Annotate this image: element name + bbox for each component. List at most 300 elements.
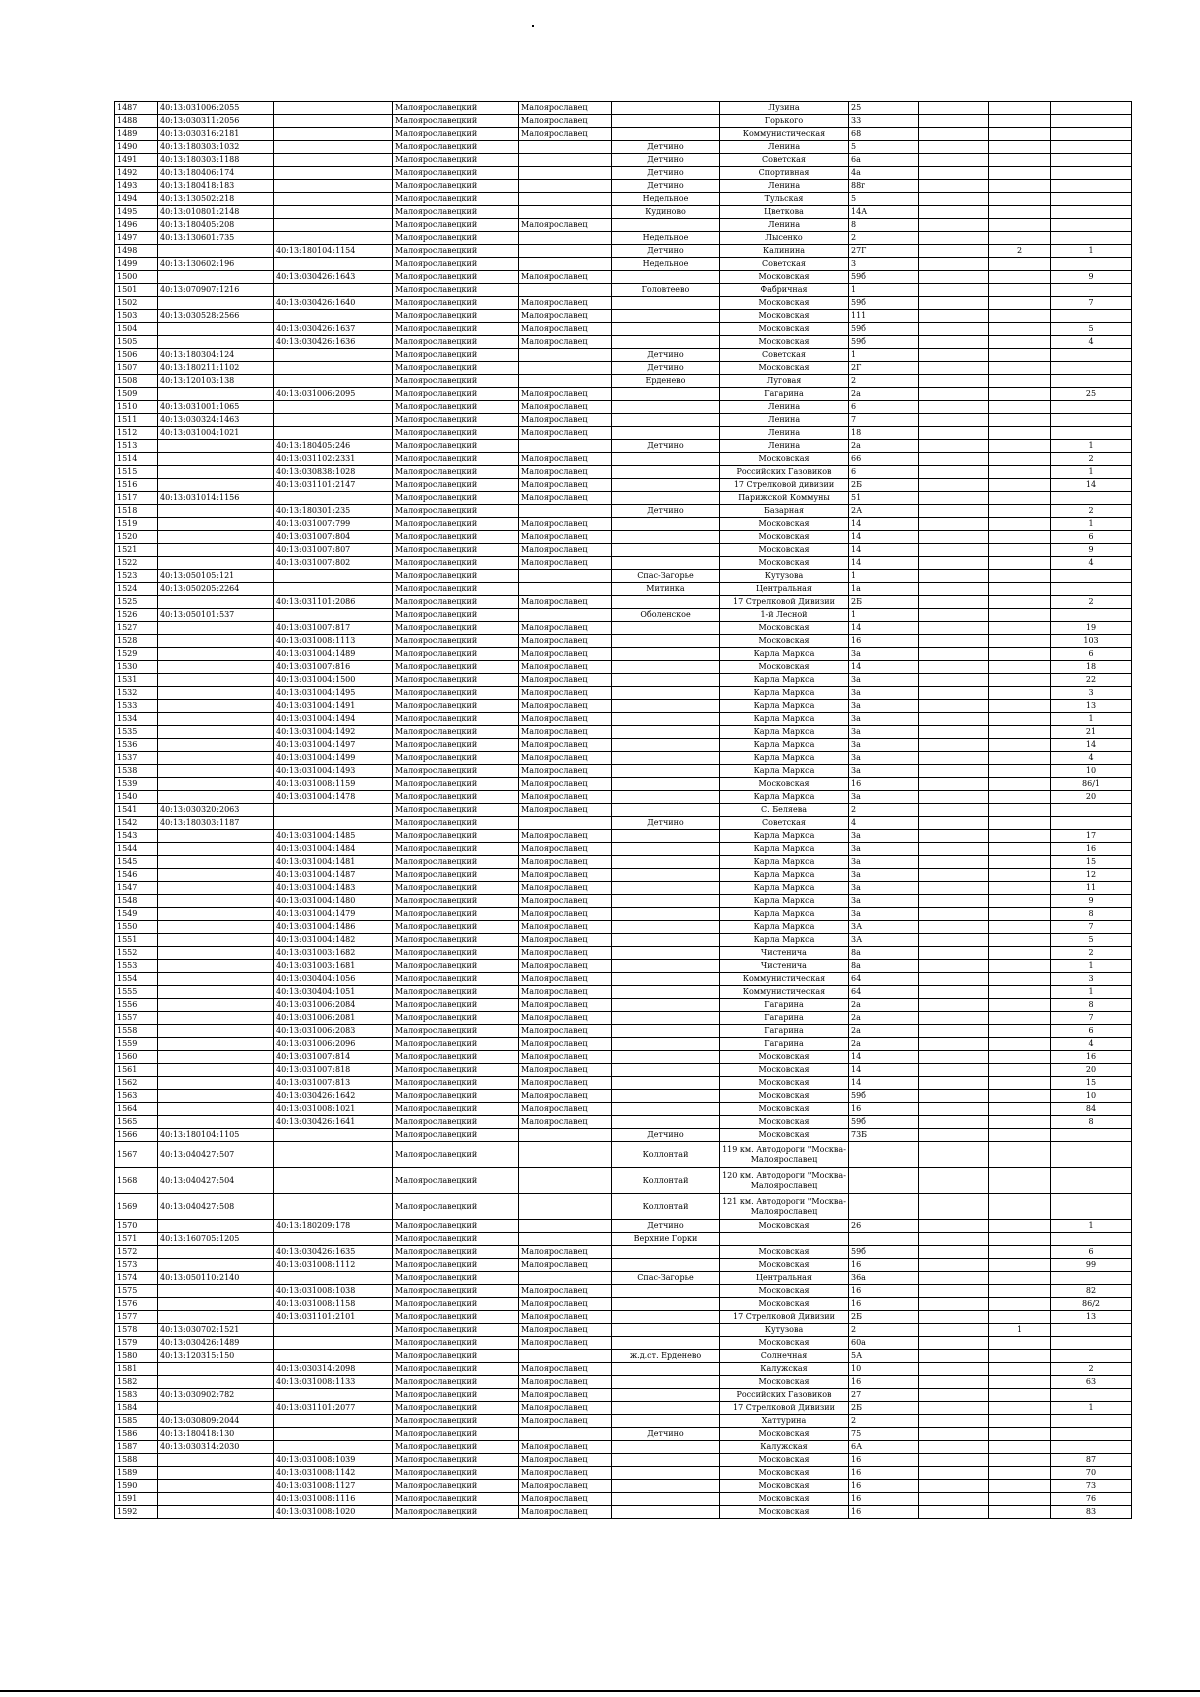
district-cell: Малоярославецкий [393,128,519,141]
district-cell: Малоярославецкий [393,388,519,401]
row-number-cell: 1571 [115,1233,158,1246]
settlement-cell: Детчино [612,141,720,154]
house-number-cell: 2 [849,1415,919,1428]
cadastral-number-2-cell [274,310,393,323]
corpus-cell [989,648,1051,661]
apartment-cell: 20 [1051,791,1132,804]
settlement-cell [612,115,720,128]
cadastral-number-cell: 40:13:030324:1463 [158,414,274,427]
building-cell [919,1467,989,1480]
cadastral-number-cell [158,596,274,609]
building-cell [919,128,989,141]
table-row [115,1090,1132,1103]
corpus-cell [989,882,1051,895]
building-cell [919,830,989,843]
cadastral-number-cell: 40:13:050110:2140 [158,1272,274,1285]
cadastral-number-cell: 40:13:031004:1021 [158,427,274,440]
cadastral-number-cell [158,544,274,557]
cadastral-number-2-cell [274,1337,393,1350]
building-cell [919,1194,989,1220]
settlement-cell: Детчино [612,1220,720,1233]
street-cell: Московская [720,362,849,375]
street-cell: Московская [720,453,849,466]
settlement-cell [612,1493,720,1506]
cadastral-number-2-cell [274,401,393,414]
row-number-cell: 1531 [115,674,158,687]
street-cell: Цветкова [720,206,849,219]
settlement-cell [612,1402,720,1415]
apartment-cell: 13 [1051,1311,1132,1324]
district-cell: Малоярославецкий [393,1194,519,1220]
table-row [115,752,1132,765]
row-number-cell: 1508 [115,375,158,388]
city-cell: Малоярославец [519,791,612,804]
city-cell: Малоярославец [519,1064,612,1077]
corpus-cell [989,1025,1051,1038]
apartment-cell: 6 [1051,1025,1132,1038]
house-number-cell: 16 [849,1454,919,1467]
settlement-cell [612,869,720,882]
settlement-cell [612,843,720,856]
street-cell: Московская [720,336,849,349]
city-cell [519,1350,612,1363]
house-number-cell [849,1168,919,1194]
settlement-cell [612,219,720,232]
house-number-cell: 8а [849,960,919,973]
city-cell [519,583,612,596]
settlement-cell [612,791,720,804]
settlement-cell [612,531,720,544]
district-cell: Малоярославецкий [393,414,519,427]
row-number-cell: 1558 [115,1025,158,1038]
row-number-cell: 1543 [115,830,158,843]
house-number-cell: 3а [849,895,919,908]
cadastral-number-2-cell: 40:13:031007:816 [274,661,393,674]
table-row [115,349,1132,362]
house-number-cell: 14 [849,518,919,531]
cadastral-number-2-cell [274,141,393,154]
city-cell: Малоярославец [519,531,612,544]
street-cell: Ленина [720,440,849,453]
district-cell: Малоярославецкий [393,1064,519,1077]
cadastral-number-cell: 40:13:180406:174 [158,167,274,180]
apartment-cell: 1 [1051,245,1132,258]
building-cell [919,1246,989,1259]
house-number-cell: 16 [849,1506,919,1519]
settlement-cell [612,908,720,921]
street-cell: Московская [720,778,849,791]
house-number-cell [849,1142,919,1168]
corpus-cell [989,908,1051,921]
cadastral-number-2-cell [274,206,393,219]
row-number-cell: 1523 [115,570,158,583]
building-cell [919,609,989,622]
cadastral-number-cell [158,1467,274,1480]
table-row [115,661,1132,674]
street-cell: Чистенича [720,960,849,973]
district-cell: Малоярославецкий [393,596,519,609]
row-number-cell: 1576 [115,1298,158,1311]
settlement-cell [612,1337,720,1350]
corpus-cell [989,635,1051,648]
city-cell [519,609,612,622]
corpus-cell [989,830,1051,843]
cadastral-number-cell: 40:13:180303:1188 [158,154,274,167]
cadastral-number-2-cell: 40:13:030426:1642 [274,1090,393,1103]
table-row [115,934,1132,947]
settlement-cell [612,271,720,284]
cadastral-number-cell [158,518,274,531]
corpus-cell [989,518,1051,531]
table-row [115,765,1132,778]
row-number-cell: 1490 [115,141,158,154]
apartment-cell: 1 [1051,1402,1132,1415]
building-cell [919,921,989,934]
apartment-cell: 1 [1051,1220,1132,1233]
building-cell [919,1441,989,1454]
house-number-cell: 16 [849,635,919,648]
corpus-cell [989,258,1051,271]
cadastral-number-cell: 40:13:030809:2044 [158,1415,274,1428]
building-cell [919,791,989,804]
settlement-cell [612,466,720,479]
cadastral-number-2-cell: 40:13:030426:1635 [274,1246,393,1259]
city-cell [519,1428,612,1441]
table-row [115,843,1132,856]
house-number-cell: 3А [849,921,919,934]
building-cell [919,1402,989,1415]
city-cell: Малоярославец [519,479,612,492]
settlement-cell [612,1441,720,1454]
district-cell: Малоярославецкий [393,206,519,219]
cadastral-number-2-cell: 40:13:030404:1056 [274,973,393,986]
table-row [115,518,1132,531]
cadastral-number-2-cell: 40:13:031004:1478 [274,791,393,804]
apartment-cell [1051,1441,1132,1454]
cadastral-number-cell: 40:13:160705:1205 [158,1233,274,1246]
building-cell [919,765,989,778]
cadastral-number-2-cell [274,427,393,440]
district-cell: Малоярославецкий [393,1337,519,1350]
city-cell: Малоярославец [519,1454,612,1467]
corpus-cell [989,193,1051,206]
registry-table [114,101,1132,1519]
cadastral-number-2-cell [274,375,393,388]
corpus-cell [989,336,1051,349]
house-number-cell: 2А [849,505,919,518]
table-row [115,1038,1132,1051]
district-cell: Малоярославецкий [393,427,519,440]
settlement-cell [612,1467,720,1480]
row-number-cell: 1509 [115,388,158,401]
cadastral-number-cell [158,687,274,700]
cadastral-number-cell: 40:13:180303:1032 [158,141,274,154]
district-cell: Малоярославецкий [393,518,519,531]
cadastral-number-2-cell [274,1129,393,1142]
cadastral-number-cell [158,791,274,804]
cadastral-number-2-cell: 40:13:031007:804 [274,531,393,544]
settlement-cell [612,1025,720,1038]
cadastral-number-2-cell: 40:13:031008:1127 [274,1480,393,1493]
table-row [115,1376,1132,1389]
city-cell [519,1142,612,1168]
apartment-cell [1051,1129,1132,1142]
settlement-cell [612,739,720,752]
building-cell [919,1493,989,1506]
cadastral-number-2-cell: 40:13:031004:1494 [274,713,393,726]
table-row [115,778,1132,791]
corpus-cell [989,1298,1051,1311]
cadastral-number-2-cell [274,1324,393,1337]
apartment-cell [1051,1324,1132,1337]
apartment-cell: 16 [1051,843,1132,856]
corpus-cell [989,570,1051,583]
house-number-cell: 2 [849,804,919,817]
apartment-cell: 2 [1051,596,1132,609]
table-row [115,1168,1132,1194]
row-number-cell: 1554 [115,973,158,986]
district-cell: Малоярославецкий [393,674,519,687]
cadastral-number-2-cell: 40:13:180405:246 [274,440,393,453]
row-number-cell: 1498 [115,245,158,258]
city-cell: Малоярославец [519,492,612,505]
street-cell: Карла Маркса [720,648,849,661]
apartment-cell: 82 [1051,1285,1132,1298]
row-number-cell: 1559 [115,1038,158,1051]
house-number-cell: 2а [849,1025,919,1038]
city-cell [519,1129,612,1142]
row-number-cell: 1563 [115,1090,158,1103]
cadastral-number-cell: 40:13:180104:1105 [158,1129,274,1142]
apartment-cell: 8 [1051,908,1132,921]
building-cell [919,999,989,1012]
street-cell: Московская [720,1259,849,1272]
building-cell [919,1129,989,1142]
apartment-cell [1051,570,1132,583]
row-number-cell: 1549 [115,908,158,921]
district-cell: Малоярославецкий [393,791,519,804]
corpus-cell [989,895,1051,908]
row-number-cell: 1553 [115,960,158,973]
district-cell: Малоярославецкий [393,960,519,973]
house-number-cell: 2Г [849,362,919,375]
table-row [115,791,1132,804]
cadastral-number-cell [158,1116,274,1129]
table-row [115,817,1132,830]
corpus-cell [989,375,1051,388]
cadastral-number-cell [158,336,274,349]
table-row [115,1077,1132,1090]
row-number-cell: 1512 [115,427,158,440]
cadastral-number-cell: 40:13:030702:1521 [158,1324,274,1337]
house-number-cell: 59б [849,297,919,310]
building-cell [919,1389,989,1402]
settlement-cell: Детчино [612,154,720,167]
street-cell: 17 Стрелковой дивизии [720,479,849,492]
district-cell: Малоярославецкий [393,1246,519,1259]
street-cell: Московская [720,557,849,570]
table-row [115,1493,1132,1506]
table-row [115,388,1132,401]
district-cell: Малоярославецкий [393,1350,519,1363]
table-row [115,271,1132,284]
cadastral-number-2-cell [274,128,393,141]
building-cell [919,1298,989,1311]
house-number-cell: 88г [849,180,919,193]
settlement-cell: Детчино [612,817,720,830]
street-cell: Советская [720,349,849,362]
street-cell: Советская [720,817,849,830]
house-number-cell: 6А [849,1441,919,1454]
corpus-cell [989,1012,1051,1025]
settlement-cell [612,1064,720,1077]
street-cell: Карла Маркса [720,921,849,934]
cadastral-number-cell: 40:13:130502:218 [158,193,274,206]
cadastral-number-2-cell: 40:13:031007:818 [274,1064,393,1077]
district-cell: Малоярославецкий [393,648,519,661]
row-number-cell: 1517 [115,492,158,505]
settlement-cell [612,1480,720,1493]
table-row [115,1246,1132,1259]
district-cell: Малоярославецкий [393,154,519,167]
street-cell: Московская [720,1467,849,1480]
cadastral-number-2-cell [274,492,393,505]
building-cell [919,986,989,999]
city-cell [519,180,612,193]
settlement-cell [612,973,720,986]
corpus-cell [989,219,1051,232]
table-row [115,570,1132,583]
corpus-cell [989,804,1051,817]
cadastral-number-2-cell [274,362,393,375]
street-cell: Московская [720,1077,849,1090]
street-cell: Центральная [720,583,849,596]
district-cell: Малоярославецкий [393,323,519,336]
settlement-cell: Детчино [612,349,720,362]
cadastral-number-2-cell: 40:13:031007:807 [274,544,393,557]
house-number-cell: 26 [849,1220,919,1233]
row-number-cell: 1544 [115,843,158,856]
apartment-cell: 7 [1051,1012,1132,1025]
corpus-cell [989,232,1051,245]
district-cell: Малоярославецкий [393,1285,519,1298]
house-number-cell: 2а [849,440,919,453]
corpus-cell [989,1337,1051,1350]
building-cell [919,1454,989,1467]
district-cell: Малоярославецкий [393,661,519,674]
cadastral-number-cell [158,830,274,843]
apartment-cell: 99 [1051,1259,1132,1272]
table-row [115,128,1132,141]
corpus-cell [989,1428,1051,1441]
district-cell: Малоярославецкий [393,947,519,960]
building-cell [919,1012,989,1025]
row-number-cell: 1574 [115,1272,158,1285]
settlement-cell [612,752,720,765]
city-cell: Малоярославец [519,1363,612,1376]
apartment-cell: 11 [1051,882,1132,895]
house-number-cell: 59б [849,1090,919,1103]
row-number-cell: 1561 [115,1064,158,1077]
district-cell: Малоярославецкий [393,453,519,466]
building-cell [919,1415,989,1428]
apartment-cell: 10 [1051,1090,1132,1103]
city-cell: Малоярославец [519,427,612,440]
city-cell: Малоярославец [519,869,612,882]
table-row [115,310,1132,323]
building-cell [919,180,989,193]
table-row [115,1467,1132,1480]
settlement-cell [612,947,720,960]
building-cell [919,596,989,609]
corpus-cell [989,791,1051,804]
city-cell: Малоярославец [519,934,612,947]
table-row [115,1363,1132,1376]
settlement-cell: Коллонтай [612,1168,720,1194]
row-number-cell: 1494 [115,193,158,206]
district-cell: Малоярославецкий [393,804,519,817]
cadastral-number-cell: 40:13:070907:1216 [158,284,274,297]
house-number-cell: 3а [849,700,919,713]
city-cell: Малоярославец [519,1402,612,1415]
city-cell: Малоярославец [519,882,612,895]
table-row [115,1142,1132,1168]
cadastral-number-cell [158,1051,274,1064]
row-number-cell: 1534 [115,713,158,726]
row-number-cell: 1536 [115,739,158,752]
street-cell: Кутузова [720,1324,849,1337]
street-cell: Карла Маркса [720,713,849,726]
settlement-cell: Детчино [612,1129,720,1142]
corpus-cell [989,778,1051,791]
row-number-cell: 1535 [115,726,158,739]
city-cell: Малоярославец [519,401,612,414]
corpus-cell [989,609,1051,622]
settlement-cell [612,323,720,336]
building-cell [919,1051,989,1064]
apartment-cell: 2 [1051,453,1132,466]
row-number-cell: 1542 [115,817,158,830]
district-cell: Малоярославецкий [393,1428,519,1441]
row-number-cell: 1506 [115,349,158,362]
cadastral-number-2-cell: 40:13:031101:2086 [274,596,393,609]
corpus-cell [989,1311,1051,1324]
row-number-cell: 1492 [115,167,158,180]
house-number-cell: 1 [849,609,919,622]
settlement-cell [612,492,720,505]
cadastral-number-cell: 40:13:030316:2181 [158,128,274,141]
table-row [115,102,1132,115]
building-cell [919,310,989,323]
corpus-cell [989,622,1051,635]
house-number-cell: 4 [849,817,919,830]
cadastral-number-2-cell: 40:13:031008:1113 [274,635,393,648]
building-cell [919,934,989,947]
apartment-cell: 4 [1051,1038,1132,1051]
street-cell: Центральная [720,1272,849,1285]
city-cell: Малоярославец [519,661,612,674]
row-number-cell: 1551 [115,934,158,947]
apartment-cell [1051,492,1132,505]
house-number-cell: 59б [849,1246,919,1259]
scan-mark-bottom-edge [0,1690,1200,1692]
apartment-cell [1051,1272,1132,1285]
cadastral-number-2-cell [274,219,393,232]
settlement-cell [612,1363,720,1376]
cadastral-number-2-cell: 40:13:031008:1159 [274,778,393,791]
street-cell: Чистенича [720,947,849,960]
table-row [115,1350,1132,1363]
